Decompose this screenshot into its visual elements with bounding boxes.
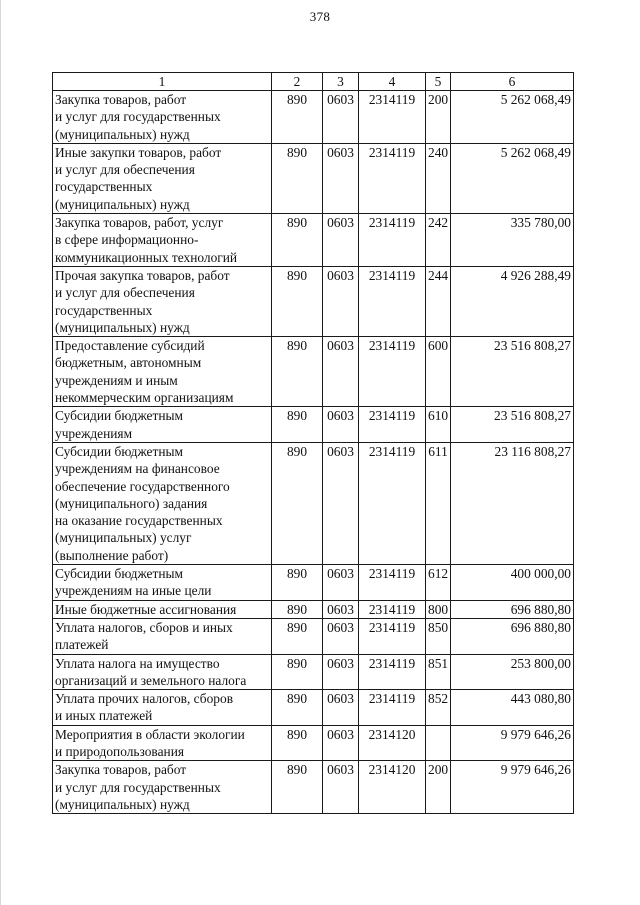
header-row — [53, 73, 574, 91]
row-name-line: Субсидии бюджетным — [55, 408, 183, 424]
code-cell-col5: 610 — [426, 407, 451, 443]
row-name-line: Закупка товаров, работ — [55, 92, 187, 107]
row-name-line: государственных — [55, 302, 153, 318]
code-cell-col5 — [426, 725, 451, 761]
table-row — [53, 143, 574, 213]
table-row — [53, 442, 574, 564]
row-name-cell — [53, 337, 272, 407]
row-name-line: и услуг для государственных — [55, 779, 221, 795]
row-name-line: в сфере информационно- — [55, 232, 199, 248]
code-cell-col3: 0603 — [323, 407, 359, 443]
row-name-line: государственных — [55, 179, 153, 195]
row-name-line: и услуг для государственных — [55, 109, 221, 125]
row-name-line: некоммерческим организациям — [55, 390, 234, 406]
row-name-line: (муниципальных) нужд — [55, 796, 190, 812]
table-row — [53, 761, 574, 814]
code-cell-col2: 890 — [272, 690, 323, 726]
row-name-line: Субсидии бюджетным — [55, 443, 183, 459]
code-cell-col5: 244 — [426, 266, 451, 336]
table-row — [53, 565, 574, 601]
amount-cell: 253 800,00 — [451, 654, 574, 690]
row-name-line: коммуникационных технологий — [55, 249, 238, 265]
code-cell-col5: 852 — [426, 690, 451, 726]
code-cell-col3: 0603 — [323, 761, 359, 814]
amount-cell: 5 262 068,49 — [451, 143, 574, 213]
row-name-line: Уплата налога на имущество — [55, 655, 220, 671]
code-cell-col2: 890 — [272, 337, 323, 407]
row-name-line: и природопользования — [55, 743, 185, 759]
row-name-cell — [53, 725, 272, 761]
code-cell-col4: 2314119 — [359, 143, 426, 213]
code-cell-col2: 890 — [272, 725, 323, 761]
row-name-line: организаций и земельного налога — [55, 672, 247, 688]
code-cell-col4: 2314119 — [359, 690, 426, 726]
row-name-cell — [53, 407, 272, 443]
code-cell-col2: 890 — [272, 143, 323, 213]
code-cell-col2: 890 — [272, 565, 323, 601]
amount-cell: 443 080,80 — [451, 690, 574, 726]
row-name-line: платежей — [55, 637, 109, 653]
code-cell-col4: 2314119 — [359, 442, 426, 564]
code-cell-col2: 890 — [272, 266, 323, 336]
code-cell-col3: 0603 — [323, 442, 359, 564]
row-name-line: (муниципальных) нужд — [55, 196, 190, 212]
code-cell-col5: 242 — [426, 214, 451, 267]
code-cell-col5: 200 — [426, 761, 451, 814]
amount-cell: 335 780,00 — [451, 214, 574, 267]
row-name-line: учреждениям на иные цели — [55, 583, 212, 599]
code-cell-col5: 850 — [426, 618, 451, 654]
row-name-line: и иных платежей — [55, 708, 153, 724]
row-name-line: Закупка товаров, работ — [55, 762, 187, 778]
code-cell-col4: 2314119 — [359, 407, 426, 443]
amount-cell: 23 516 808,27 — [451, 337, 574, 407]
code-cell-col2: 890 — [272, 761, 323, 814]
row-name-line: и услуг для обеспечения — [55, 162, 195, 178]
row-name-cell — [53, 690, 272, 726]
row-name-cell — [53, 143, 272, 213]
code-cell-col4: 2314120 — [359, 761, 426, 814]
table-body — [53, 91, 574, 814]
code-cell-col2: 890 — [272, 442, 323, 564]
column-header: 4 — [359, 73, 426, 91]
row-name-line: Иные бюджетные ассигнования — [55, 601, 237, 617]
code-cell-col5: 600 — [426, 337, 451, 407]
code-cell-col5: 240 — [426, 143, 451, 213]
amount-cell: 4 926 288,49 — [451, 266, 574, 336]
table-row — [53, 690, 574, 726]
code-cell-col2: 890 — [272, 618, 323, 654]
code-cell-col3: 0603 — [323, 214, 359, 267]
code-cell-col4: 2314119 — [359, 600, 426, 618]
column-header: 6 — [451, 73, 574, 91]
code-cell-col4: 2314119 — [359, 91, 426, 144]
row-name-line: (выполнение работ) — [55, 547, 169, 563]
row-name-line: учреждениям — [55, 425, 133, 441]
table-row — [53, 407, 574, 443]
row-name-line: и услуг для обеспечения — [55, 285, 195, 301]
amount-cell: 696 880,80 — [451, 618, 574, 654]
code-cell-col4: 2314119 — [359, 266, 426, 336]
code-cell-col3: 0603 — [323, 91, 359, 144]
code-cell-col3: 0603 — [323, 337, 359, 407]
budget-table — [52, 72, 574, 814]
code-cell-col3: 0603 — [323, 725, 359, 761]
row-name-cell — [53, 442, 272, 564]
row-name-line: Уплата налогов, сборов и иных — [55, 619, 233, 635]
code-cell-col2: 890 — [272, 600, 323, 618]
code-cell-col4: 2314119 — [359, 618, 426, 654]
row-name-line: (муниципальных) услуг — [55, 530, 192, 546]
row-name-cell — [53, 761, 272, 814]
column-header: 5 — [426, 73, 451, 91]
table-row — [53, 600, 574, 618]
amount-cell: 696 880,80 — [451, 600, 574, 618]
code-cell-col3: 0603 — [323, 565, 359, 601]
code-cell-col2: 890 — [272, 654, 323, 690]
code-cell-col4: 2314119 — [359, 654, 426, 690]
amount-cell: 9 979 646,26 — [451, 761, 574, 814]
amount-cell: 400 000,00 — [451, 565, 574, 601]
table-row — [53, 337, 574, 407]
code-cell-col3: 0603 — [323, 600, 359, 618]
table-row — [53, 266, 574, 336]
table-row — [53, 91, 574, 144]
column-header: 1 — [53, 73, 272, 91]
page-number: 378 — [309, 9, 331, 24]
code-cell-col2: 890 — [272, 407, 323, 443]
column-header: 3 — [323, 73, 359, 91]
row-name-cell — [53, 654, 272, 690]
row-name-line: (муниципального) задания — [55, 495, 208, 511]
scan-edge-line — [0, 0, 1, 905]
code-cell-col4: 2314119 — [359, 565, 426, 601]
row-name-line: (муниципальных) нужд — [55, 126, 190, 142]
code-cell-col3: 0603 — [323, 654, 359, 690]
row-name-line: учреждениям и иным — [55, 372, 178, 388]
row-name-line: учреждениям на финансовое — [55, 461, 220, 477]
row-name-line: Мероприятия в области экологии — [55, 726, 245, 742]
row-name-cell — [53, 91, 272, 144]
table-header — [53, 73, 574, 91]
code-cell-col3: 0603 — [323, 690, 359, 726]
column-header: 2 — [272, 73, 323, 91]
code-cell-col4: 2314120 — [359, 725, 426, 761]
table-row — [53, 725, 574, 761]
row-name-line: Субсидии бюджетным — [55, 566, 183, 582]
code-cell-col2: 890 — [272, 214, 323, 267]
amount-cell: 9 979 646,26 — [451, 725, 574, 761]
row-name-cell — [53, 565, 272, 601]
row-name-line: обеспечение государственного — [55, 478, 230, 494]
row-name-line: бюджетным, автономным — [55, 355, 202, 371]
row-name-cell — [53, 600, 272, 618]
row-name-line: Прочая закупка товаров, работ — [55, 267, 230, 283]
amount-cell: 23 516 808,27 — [451, 407, 574, 443]
code-cell-col5: 612 — [426, 565, 451, 601]
table-row — [53, 214, 574, 267]
code-cell-col5: 851 — [426, 654, 451, 690]
row-name-line: Закупка товаров, работ, услуг — [55, 215, 224, 231]
table-row — [53, 618, 574, 654]
amount-cell: 5 262 068,49 — [451, 91, 574, 144]
code-cell-col3: 0603 — [323, 266, 359, 336]
code-cell-col5: 800 — [426, 600, 451, 618]
code-cell-col4: 2314119 — [359, 337, 426, 407]
code-cell-col3: 0603 — [323, 143, 359, 213]
code-cell-col5: 200 — [426, 91, 451, 144]
code-cell-col4: 2314119 — [359, 214, 426, 267]
row-name-line: Предоставление субсидий — [55, 338, 205, 354]
row-name-cell — [53, 214, 272, 267]
row-name-line: (муниципальных) нужд — [55, 319, 190, 335]
row-name-cell — [53, 618, 272, 654]
row-name-line: Уплата прочих налогов, сборов — [55, 691, 234, 707]
table-row — [53, 654, 574, 690]
code-cell-col2: 890 — [272, 91, 323, 144]
code-cell-col5: 611 — [426, 442, 451, 564]
row-name-cell — [53, 266, 272, 336]
row-name-line: на оказание государственных — [55, 513, 223, 529]
amount-cell: 23 116 808,27 — [451, 442, 574, 564]
code-cell-col3: 0603 — [323, 618, 359, 654]
row-name-line: Иные закупки товаров, работ — [55, 144, 222, 160]
